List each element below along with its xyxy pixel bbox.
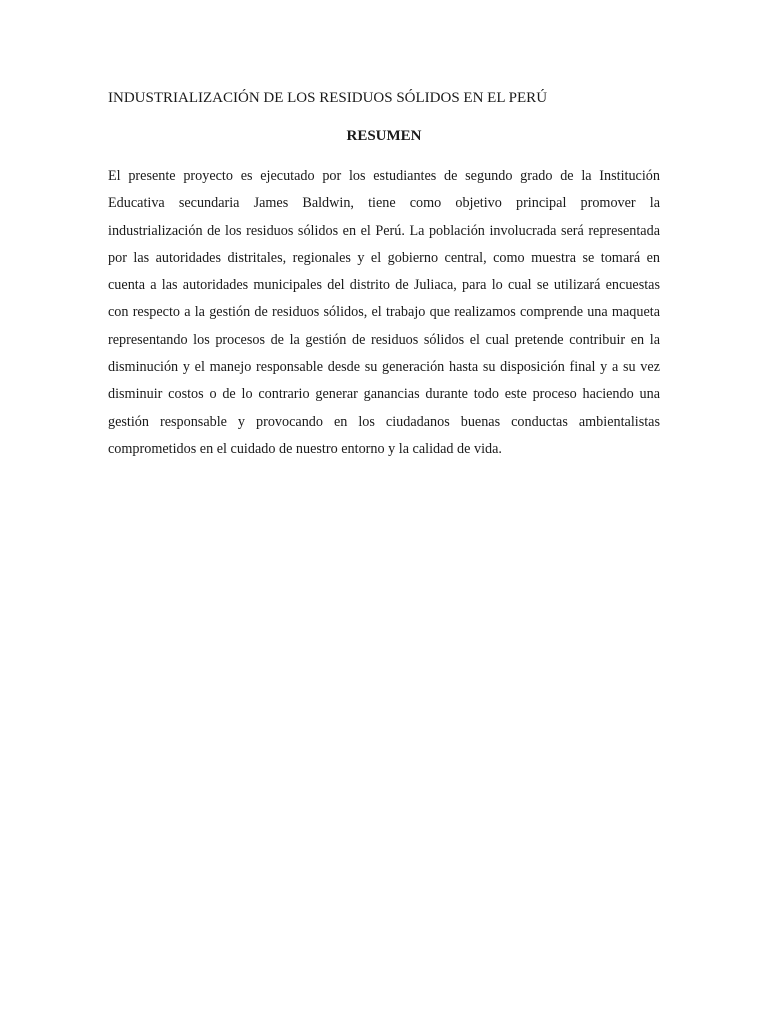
document-title: INDUSTRIALIZACIÓN DE LOS RESIDUOS SÓLIDOS EN EL PERÚ <box>108 90 548 106</box>
abstract-paragraph: El presente proyecto es ejecutado por los estudiantes de segundo grado de la Institución Educativa secundaria James Baldwin, tiene como objetivo principal promover la industrialización de los residuos sólidos en el Perú. La población involucrada será representada por las autoridades distritales, regionales y el gobierno central, como muestra se tomará en cuenta a las autoridades municipales del distrito de Juliaca, para lo cual se utilizará encuestas con respecto a la gestión de residuos sólidos, el trabajo que realizamos comprende una maqueta representando los procesos de la gestión de residuos sólidos el cual pretende contribuir en la disminución y el manejo responsable desde su generación hasta su disposición final y a su vez disminuir costos o de lo contrario generar ganancias durante todo este proceso haciendo una gestión responsable y provocando en los ciudadanos buenas conductas ambientalistas comprometidos en el cuidado de nuestro entorno y la calidad de vida. <box>108 168 660 457</box>
section-heading-resumen: RESUMEN <box>346 128 422 144</box>
